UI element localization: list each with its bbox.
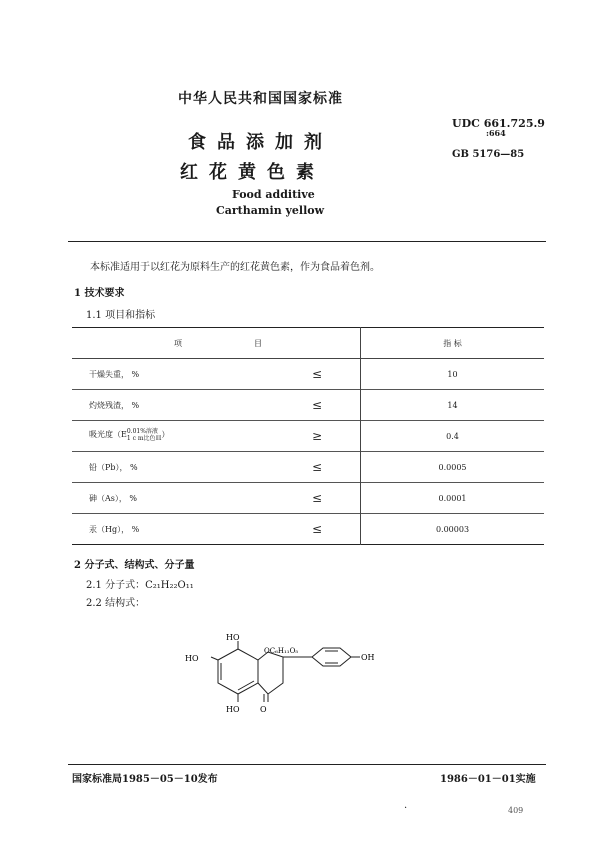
- row-label: 灼烧残渣， %: [89, 401, 140, 410]
- row-value: 0.0001: [361, 483, 545, 514]
- table-row: [72, 452, 544, 483]
- chem-oh-right: OH: [361, 653, 375, 662]
- structural-formula: [180, 630, 390, 740]
- row-operator: ≤: [312, 398, 323, 412]
- chem-sugar: OC₆H₁₁O₅: [264, 647, 299, 655]
- footer-rule: [68, 764, 546, 765]
- table-row: [72, 483, 544, 514]
- udc-code: UDC 661.725.9: [452, 117, 545, 130]
- row-value: 0.4: [361, 421, 545, 452]
- absorbance-sub: 1 c m比色皿: [126, 435, 162, 442]
- header-item-b: 目: [254, 339, 262, 348]
- header-value: 指 标: [361, 328, 545, 359]
- gb-number: GB 5176—85: [452, 149, 525, 160]
- section2-item2: 2.2 结构式：: [86, 598, 146, 609]
- standard-org: 中华人民共和国国家标准: [178, 91, 343, 107]
- row-operator: ≥: [312, 429, 323, 443]
- intro-text: 本标准适用于以红花为原料生产的红花黄色素，作为食品着色剂。: [90, 262, 380, 273]
- chem-ketone-o: O: [260, 705, 267, 714]
- molecular-formula: C₂₁H₂₂O₁₁: [145, 580, 194, 591]
- table-row: [72, 514, 544, 545]
- title-en-line2: Carthamin yellow: [216, 204, 325, 217]
- row-value: 10: [361, 359, 545, 390]
- title-cn-line1: 食品添加剂: [188, 132, 333, 153]
- title-en-line1: Food additive: [232, 188, 315, 201]
- row-value: 14: [361, 390, 545, 421]
- udc-sub-code: :664: [486, 128, 506, 138]
- row-operator: ≤: [312, 367, 323, 381]
- formula-label: 2.1 分子式：: [86, 580, 146, 591]
- row-operator: ≤: [312, 491, 323, 505]
- table-header-row: [72, 328, 544, 359]
- scan-dot: .: [404, 800, 408, 811]
- spec-table: [72, 327, 544, 545]
- section2-title: 2 分子式、结构式、分子量: [74, 560, 195, 571]
- row-label: 砷（As）， %: [89, 494, 138, 503]
- header-item-a: 项: [174, 339, 182, 348]
- header-rule: [68, 241, 546, 242]
- table-row: [72, 421, 544, 452]
- table-row: [72, 390, 544, 421]
- table-row: [72, 359, 544, 390]
- title-cn-line2: 红花黄色素: [180, 162, 325, 183]
- header-item: [72, 328, 361, 359]
- effective-date: 1986－01－01实施: [440, 774, 536, 785]
- chem-oh-top-left: HO: [226, 633, 240, 642]
- row-value: 0.0005: [361, 452, 545, 483]
- row-value: 0.00003: [361, 514, 545, 545]
- section1-subtitle: 1.1 项目和指标: [86, 310, 156, 321]
- chem-oh-bottom: HO: [226, 705, 240, 714]
- row-label: 吸光度（E0.01%溶液 1 c m比色皿）: [89, 428, 170, 442]
- row-operator: ≤: [312, 460, 323, 474]
- page-number: 409: [508, 806, 524, 815]
- section1-title: 1 技术要求: [74, 288, 125, 299]
- row-operator: ≤: [312, 522, 323, 536]
- row-label: 汞（Hg）， %: [89, 525, 140, 534]
- issued-date: 国家标准局1985－05－10发布: [72, 774, 218, 785]
- section2-item1: [86, 576, 194, 591]
- absorbance-sup: 0.01%溶液: [126, 428, 158, 435]
- row-label: 干燥失重， %: [89, 370, 140, 379]
- chem-oh-left: HO: [185, 654, 199, 663]
- row-label: 铅（Pb）， %: [89, 463, 138, 472]
